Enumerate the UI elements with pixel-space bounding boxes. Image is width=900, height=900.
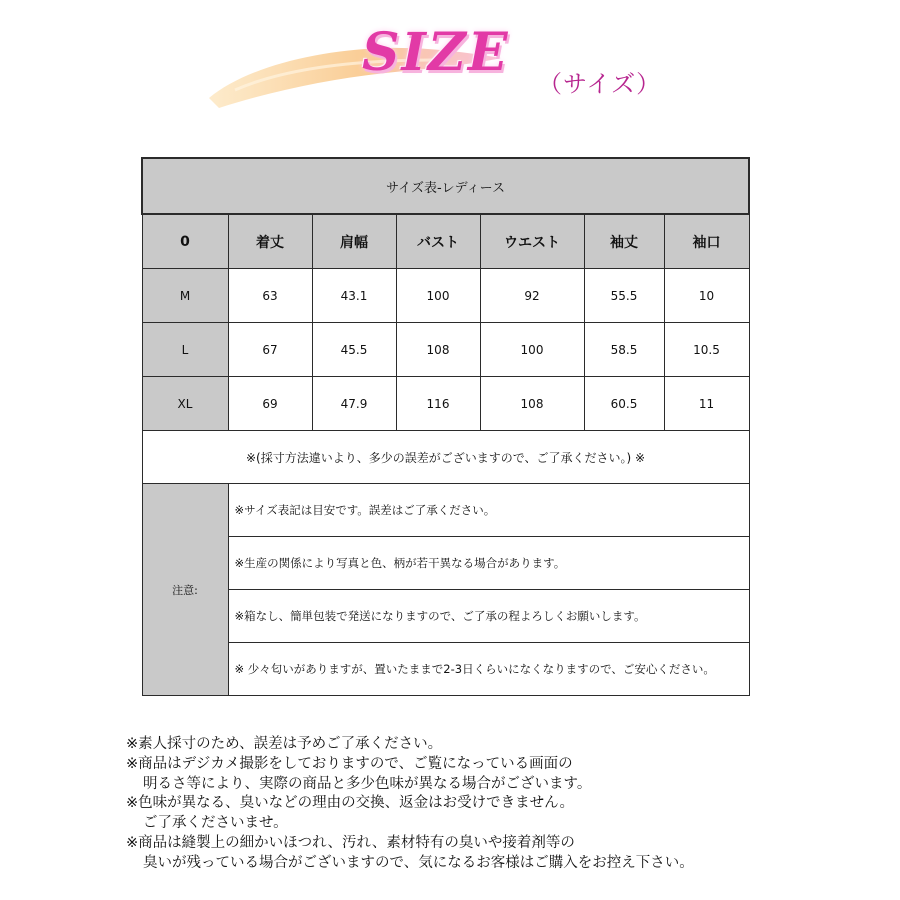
size-label-cell: M: [142, 269, 228, 323]
table-row: [142, 377, 749, 431]
table-cell: 116: [396, 377, 480, 431]
column-header: 着丈: [228, 214, 312, 269]
table-cell: 63: [228, 269, 312, 323]
table-cell: 47.9: [312, 377, 396, 431]
footer-note-line: 臭いが残っている場合がございますので、気になるお客様はご購入をお控え下さい。: [143, 854, 694, 871]
table-row: [142, 269, 749, 323]
column-header: バスト: [396, 214, 480, 269]
size-label-cell: XL: [142, 377, 228, 431]
size-table: [141, 157, 750, 696]
footer-notes: [126, 735, 866, 874]
column-header: 0: [142, 214, 228, 269]
table-cell: 10.5: [664, 323, 749, 377]
footer-note-line: ご了承くださいませ。: [143, 815, 288, 832]
footer-note-line: ※商品は縫製上の細かいほつれ、汚れ、素材特有の臭いや接着剤等の: [126, 834, 575, 851]
table-cell: 108: [480, 377, 584, 431]
footer-note-line: ※色味が異なる、臭いなどの理由の交換、返金はお受けできません。: [126, 795, 575, 812]
size-label-cell: L: [142, 323, 228, 377]
table-title: サイズ表-レディース: [142, 158, 749, 214]
table-cell: 60.5: [584, 377, 664, 431]
size-subtitle: （サイズ）: [538, 70, 662, 98]
column-header: 袖丈: [584, 214, 664, 269]
table-cell: 108: [396, 323, 480, 377]
table-cell: 69: [228, 377, 312, 431]
footer-note-line: 明るさ等により、実際の商品と多少色味が異なる場合がございます。: [143, 775, 592, 792]
footer-note-line: ※商品はデジカメ撮影をしておりますので、ご覧になっている画面の: [126, 755, 573, 772]
size-title: SIZE: [362, 22, 510, 83]
table-cell: 92: [480, 269, 584, 323]
table-cell: 100: [396, 269, 480, 323]
footer-note-line: ※素人採寸のため、誤差は予めご了承ください。: [126, 736, 443, 752]
note-item: ※ 少々匂いがありますが、置いたままで2-3日くらいになくなりますので、ご安心ください。: [228, 643, 749, 696]
table-cell: 55.5: [584, 269, 664, 323]
note-item: ※生産の関係により写真と色、柄が若干異なる場合があります。: [228, 537, 749, 590]
table-cell: 45.5: [312, 323, 396, 377]
table-cell: 67: [228, 323, 312, 377]
table-cell: 10: [664, 269, 749, 323]
table-row: [142, 323, 749, 377]
table-cell: 58.5: [584, 323, 664, 377]
measurement-disclaimer: ※(採寸方法違いより、多少の誤差がございますので、ご了承ください。) ※: [142, 431, 749, 484]
table-cell: 43.1: [312, 269, 396, 323]
notes-label: 注意:: [142, 484, 228, 696]
table-cell: 11: [664, 377, 749, 431]
column-header: ウエスト: [480, 214, 584, 269]
note-item: ※サイズ表記は目安です。誤差はご了承ください。: [228, 484, 749, 537]
size-header: [0, 0, 900, 140]
table-header-row: [142, 214, 749, 269]
note-item: ※箱なし、簡単包装で発送になりますので、ご了承の程よろしくお願いします。: [228, 590, 749, 643]
column-header: 袖口: [664, 214, 749, 269]
column-header: 肩幅: [312, 214, 396, 269]
table-cell: 100: [480, 323, 584, 377]
